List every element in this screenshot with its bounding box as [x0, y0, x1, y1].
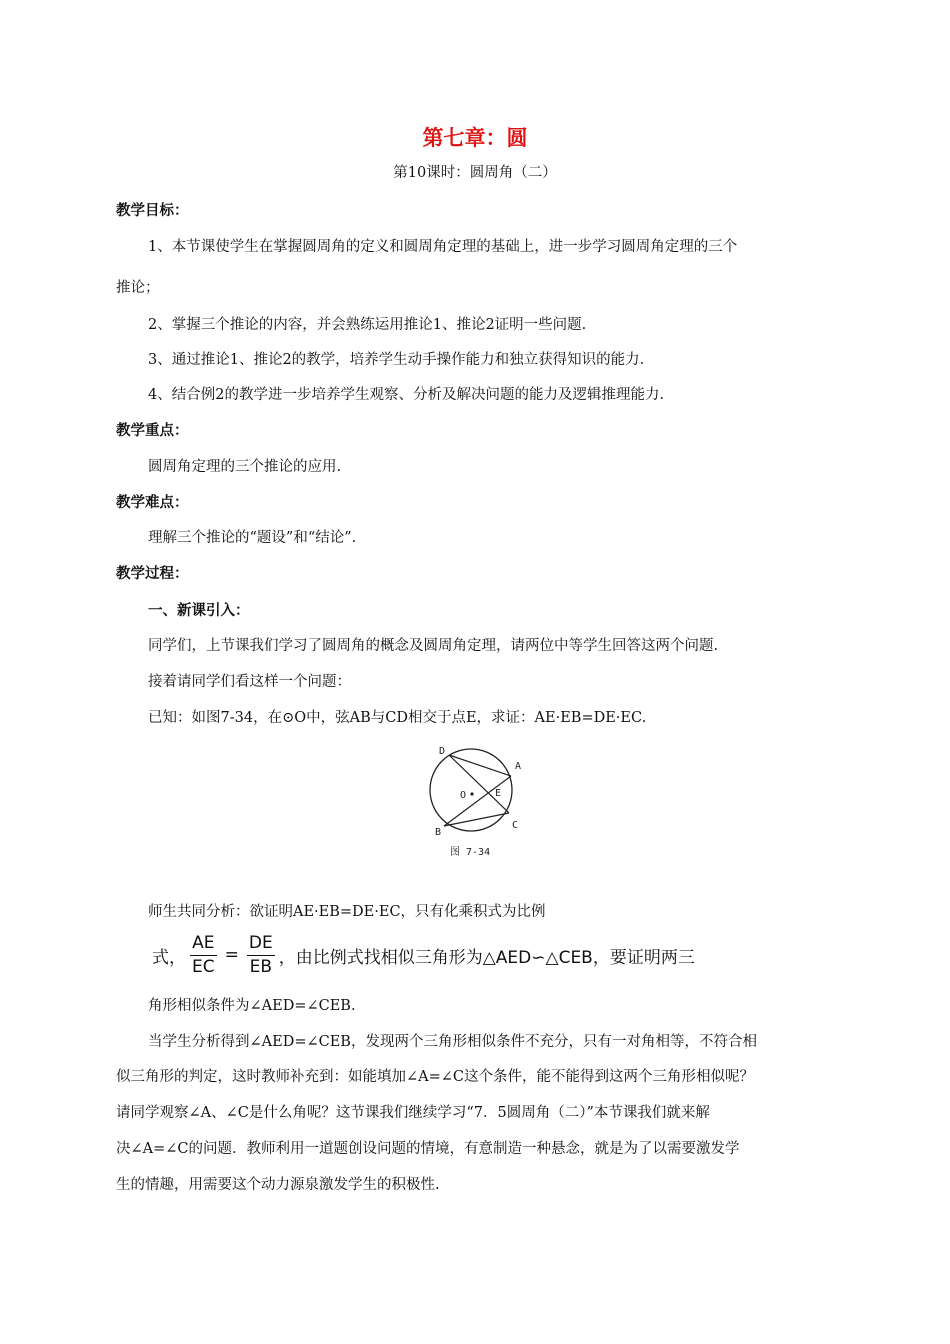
key-points-heading: 教学重点： [116, 423, 189, 439]
analysis-line-1: 师生共同分析：欲证明AE·EB=DE·EC，只有化乘积式为比例 [148, 904, 546, 920]
intro-paragraph-1: 同学们，上节课我们学习了圆周角的概念及圆周角定理，请两位中等学生回答这两个问题. [148, 638, 719, 654]
formula-prefix: 式， [152, 947, 186, 968]
difficulties-text: 理解三个推论的“题设”和“结论”. [148, 530, 357, 546]
objective-1-line-1: 1、本节课使学生在掌握圆周角的定义和圆周角定理的基础上，进一步学习圆周角定理的三个 [148, 239, 738, 255]
formula-suffix: ，由比例式找相似三角形为△AED∽△CEB，要证明两三 [278, 947, 695, 968]
fraction-2-numerator: DE [247, 933, 275, 956]
label-b: B [435, 827, 442, 838]
analysis-line-3: 角形相似条件为∠AED=∠CEB. [148, 998, 356, 1014]
lesson-title: 第10课时：圆周角（二） [393, 165, 557, 181]
paragraph-4-line-3: 请同学观察∠A、∠C是什么角呢？这节课我们继续学习“7．5圆周角（二）”本节课我们就来解 [116, 1105, 710, 1121]
fraction-de-eb [247, 933, 275, 978]
paragraph-4-line-5: 生的情趣，用需要这个动力源泉激发学生的积极性. [116, 1177, 440, 1193]
intro-paragraph-2: 接着请同学们看这样一个问题： [148, 674, 351, 690]
paragraph-4-line-2: 似三角形的判定，这时教师补充到：如能填加∠A=∠C这个条件，能不能得到这两个三角形相似呢？ [116, 1069, 755, 1085]
objectives-heading: 教学目标： [116, 203, 189, 219]
problem-statement: 已知：如图7-34，在⊙O中，弦AB与CD相交于点E，求证：AE·EB=DE·EC. [148, 710, 647, 726]
fraction-1-denominator: EC [192, 956, 215, 977]
key-points-text: 圆周角定理的三个推论的应用. [148, 459, 342, 475]
label-a: A [515, 761, 522, 772]
figure-caption: 图 7-34 [450, 847, 491, 858]
figure-7-34 [422, 742, 532, 862]
fraction-1-numerator: AE [190, 933, 216, 956]
segment-da [449, 755, 511, 776]
fraction-2-denominator: EB [249, 956, 272, 977]
difficulties-heading: 教学难点： [116, 495, 189, 511]
paragraph-4-line-1: 当学生分析得到∠AED=∠CEB，发现两个三角形相似条件不充分，只有一对角相等，不符合相 [148, 1034, 757, 1050]
label-e: E [495, 788, 502, 799]
objective-2: 2、掌握三个推论的内容，并会熟练运用推论1、推论2证明一些问题. [148, 317, 587, 333]
chapter-title: 第七章：圆 [422, 126, 528, 150]
label-d: D [439, 746, 446, 757]
objective-4: 4、结合例2的教学进一步培养学生观察、分析及解决问题的能力及逻辑推理能力. [148, 387, 665, 403]
process-heading: 教学过程： [116, 566, 189, 582]
fraction-ae-ec [190, 933, 217, 978]
center-point [470, 792, 473, 795]
label-c: C [512, 820, 519, 831]
paragraph-4-line-4: 决∠A=∠C的问题．教师利用一道题创设问题的情境，有意制造一种悬念，就是为了以需要激发学 [116, 1141, 740, 1157]
equals-sign: = [224, 945, 239, 965]
section-1-heading: 一、新课引入： [148, 603, 250, 619]
label-o: O [460, 790, 467, 801]
objective-1-line-2: 推论； [116, 280, 160, 296]
objective-3: 3、通过推论1、推论2的教学，培养学生动手操作能力和独立获得知识的能力. [148, 352, 645, 368]
proportion-formula [152, 928, 852, 982]
